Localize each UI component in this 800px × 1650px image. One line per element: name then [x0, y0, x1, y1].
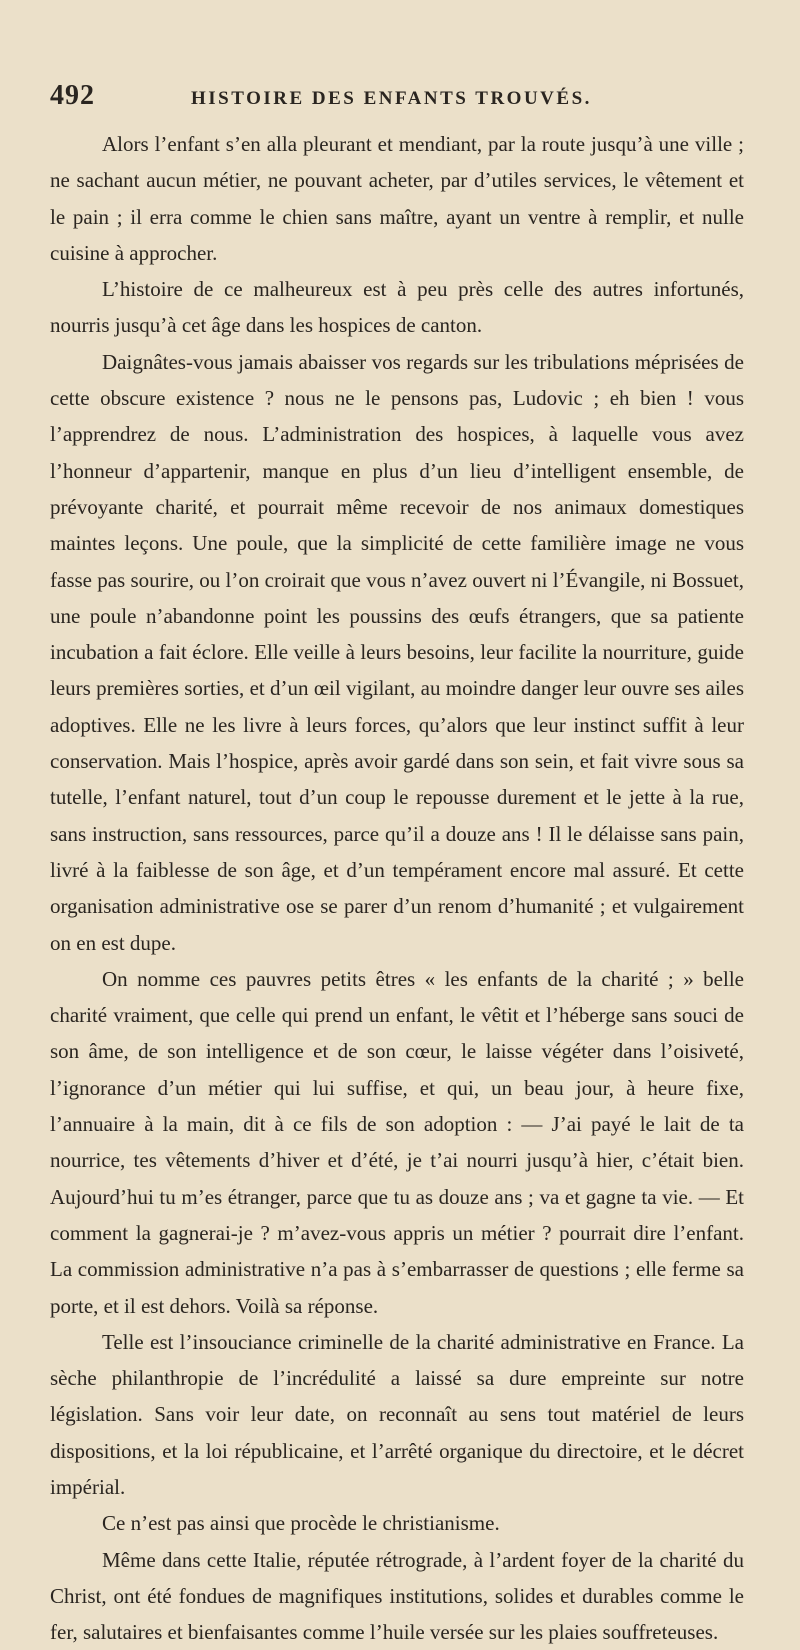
paragraph: Même dans cette Italie, réputée rétrograde, à l’ardent foyer de la charité du Christ, ont été fondues de magnifiques institutions, solides et durables comme le fer, salutaires et bienfaisantes comme l’huile versée sur les plaies souffreteuses.: [50, 1547, 744, 1645]
paragraph: Daignâtes-vous jamais abaisser vos regards sur les tribulations méprisées de cette obscure existence ? nous ne le pensons pas, Ludovic ; eh bien ! vous l’apprendrez de nous. L’administration des hospices, à laquelle vous avez l’honneur d’appartenir, manque en plus d’un lieu d’intelligent ensemble, de prévoyante charité, et pourrait même recevoir de nos animaux domestiques maintes leçons. Une poule, que la simplicité de cette familière image ne vous fasse pas sourire, ou l’on croirait que vous n’avez ouvert ni l’Évangile, ni Bossuet, une poule n’abandonne point les poussins des œufs étrangers, que sa patiente incubation a fait éclore. Elle veille à leurs besoins, leur facilite la nourriture, guide leurs premières sorties, et d’un œil vigilant, au moindre danger leur ouvre ses ailes adoptives. Elle ne les livre à leurs forces, qu’alors que leur instinct suffit à leur conservation. Mais l’hospice, après avoir gardé dans son sein, et fait vivre sous sa tutelle, l’enfant naturel, tout d’un coup le repousse durement et le jette à la rue, sans instruction, sans ressources, parce qu’il a douze ans ! Il le délaisse sans pain, livré à la faiblesse de son âge, et d’un tempérament encore mal assuré. Et cette organisation administrative ose se parer d’un renom d’humanité ; et vulgairement on en est dupe.: [50, 349, 744, 955]
paragraph: Ce n’est pas ainsi que procède le christianisme.: [102, 1511, 500, 1536]
paragraph: Alors l’enfant s’en alla pleurant et mendiant, par la route jusqu’à une ville ; ne sachant aucun métier, ne pouvant acheter, par d’utiles services, le vêtement et le pain ; il erra comme le chien sans maître, ayant un ventre à remplir, et nulle cuisine à approcher.: [50, 132, 744, 265]
page-number: 492: [50, 80, 95, 111]
body-text: [50, 126, 744, 1650]
paragraph: L’histoire de ce malheureux est à peu près celle des autres infortunés, nourris jusqu’à cet âge dans les hospices de canton.: [50, 277, 744, 338]
paragraph: Telle est l’insouciance criminelle de la charité administrative en France. La sèche philanthropie de l’incrédulité a laissé sa dure empreinte sur notre législation. Sans voir leur date, on reconnaît au sens tout matériel de leurs dispositions, et la loi républicaine, et l’arrêté organique du directoire, et le décret impérial.: [50, 1329, 744, 1499]
page-header: [50, 80, 744, 124]
paragraph: On nomme ces pauvres petits êtres « les enfants de la charité ; » belle charité vraiment, que celle qui prend un enfant, le vêtit et l’héberge sans souci de son âme, de son intelligence et de son cœur, le laisse végéter dans l’oisiveté, l’ignorance d’un métier qui lui suffise, et qui, un beau jour, à heure fixe, l’annuaire à la main, dit à ce fils de son adoption : — J’ai payé le lait de ta nourrice, tes vêtements d’hiver et d’été, je t’ai nourri jusqu’à hier, c’était bien. Aujourd’hui tu m’es étranger, parce que tu as douze ans ; va et gagne ta vie. — Et comment la gagnerai-je ? m’avez-vous appris un métier ? pourrait dire l’enfant. La commission administrative n’a pas à s’embarrasser de questions ; elle ferme sa porte, et il est dehors. Voilà sa réponse.: [50, 966, 744, 1318]
running-head: HISTOIRE DES ENFANTS TROUVÉS.: [191, 88, 592, 109]
